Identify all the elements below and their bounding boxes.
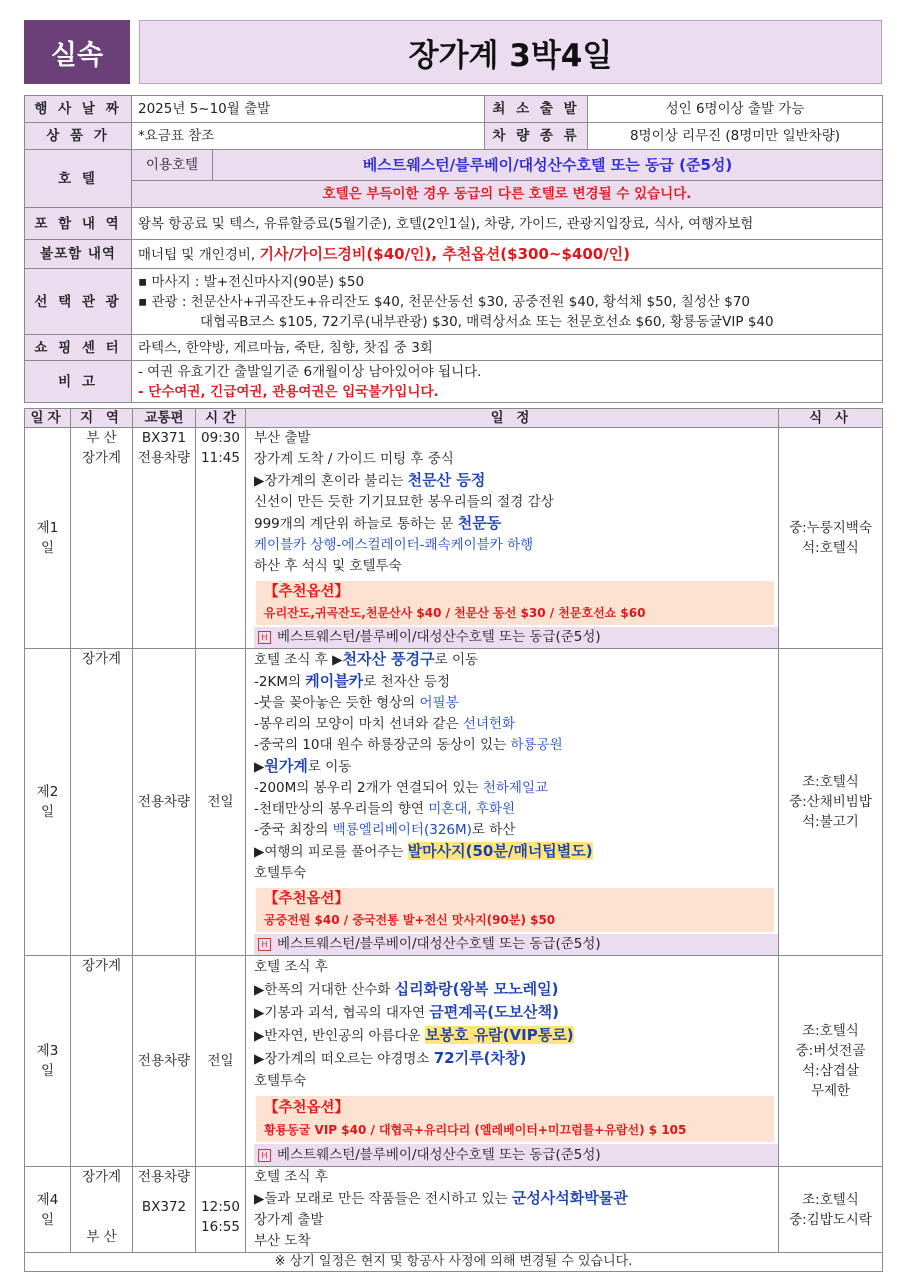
day3-line: ▶반자연, 반인공의 아름다운 [254, 1028, 425, 1044]
day1-highlight: 천문산 등정 [407, 471, 486, 489]
day2-line: 호텔 조식 후 ▶ [254, 652, 343, 668]
day3-line: ▶장가계의 떠오르는 야경명소 [254, 1051, 434, 1067]
min-value: 성인 6명이상 출발 가능 [588, 96, 883, 123]
day4-flight: BX372 [141, 1199, 187, 1215]
day3-line: ▶기봉과 괴석, 협곡의 대자연 [254, 1005, 430, 1021]
day3-line: 호텔 조식 후 [254, 959, 328, 975]
excl-value: 매너팁 및 개인경비, [138, 246, 260, 263]
day1-meal: 중:누룽지백숙 [789, 520, 872, 536]
day1-line: 케이블카 상행-에스컬레이터-쾌속케이블카 하행 [254, 537, 534, 553]
day2-meal: 중:산채비빔밥 [789, 794, 872, 810]
day4-label: 제4일 [25, 1167, 71, 1253]
day1-label: 제1일 [25, 428, 71, 649]
day4-time-2: 16:55 [201, 1219, 240, 1235]
day1-line: 장가계 도착 / 가이드 미팅 후 중식 [254, 451, 454, 467]
day3-meal: 무제한 [810, 1083, 851, 1099]
col-region: 지 역 [71, 409, 133, 428]
day2-line: 호텔투숙 [254, 865, 307, 881]
hotel-name: 베스트웨스턴/블루베이/대성산수호텔 또는 동급(준5성) [277, 936, 601, 952]
excl-highlight: 기사/가이드경비($40/인), 추천옵션($300~$400/인) [259, 244, 631, 263]
note-passport: - 여권 유효기간 출발일기준 6개월이상 남아있어야 됩니다. [138, 363, 482, 380]
day1-meal: 석:호텔식 [802, 540, 859, 556]
day2-line: -천태만상의 봉우리들의 향연 [254, 801, 429, 817]
day2-option-box [256, 888, 774, 932]
day2-line: 로 천자산 등정 [363, 674, 451, 690]
day4-line: ▶돌과 모래로 만든 작품들은 전시하고 있는 [254, 1191, 512, 1207]
day4-time-1: 12:50 [201, 1199, 240, 1215]
day2-line: -2KM의 [254, 674, 306, 690]
day4-line: 장가계 출발 [254, 1212, 324, 1228]
day2-hotel [254, 934, 778, 955]
day2-line: 로 이동 [307, 759, 352, 775]
day3-option-box [256, 1096, 774, 1142]
option-title: 【추천옵션】 [264, 584, 350, 600]
hotel-name: 베스트웨스턴/블루베이/대성산수호텔 또는 동급 (준5성) [362, 155, 733, 174]
day1-line: 하산 후 석식 및 호텔투숙 [254, 558, 402, 574]
day1-hotel [254, 627, 778, 648]
day1-time-2: 11:45 [201, 450, 240, 466]
product-badge: 실속 [24, 20, 130, 84]
day2-line: 로 이동 [434, 652, 479, 668]
day1-line: ▶장가계의 혼이라 불리는 [254, 473, 408, 489]
day2-highlight: 천자산 풍경구 [342, 650, 435, 668]
note-label: 비 고 [25, 361, 132, 403]
shop-label: 쇼 핑 센 터 [25, 335, 132, 361]
day4-meal: 중:김밥도시락 [789, 1211, 872, 1228]
vehicle-label: 차 량 종 류 [485, 123, 588, 150]
day4-highlight: 군성사석화박물관 [511, 1189, 628, 1207]
day3-meal: 석:삼겹살 [802, 1063, 859, 1079]
opt-label: 선 택 관 광 [25, 269, 132, 335]
hotel-name: 베스트웨스턴/블루베이/대성산수호텔 또는 동급(준5성) [277, 1147, 601, 1163]
hotel-label: 호 텔 [25, 150, 132, 208]
min-label: 최 소 출 발 [485, 96, 588, 123]
day2-line: ▶여행의 피로를 풀어주는 [254, 844, 408, 860]
day3-line: 호텔투숙 [254, 1073, 307, 1089]
option-body: 공중전원 $40 / 중국전통 발+전신 맛사지(90분) $50 [264, 913, 556, 927]
day2-place: 하룡공원 [510, 737, 563, 753]
day2-highlight: 원가계 [264, 757, 308, 775]
option-title: 【추천옵션】 [264, 891, 350, 907]
day2-time: 전일 [196, 649, 246, 956]
day1-region-2: 장가계 [81, 450, 122, 466]
day3-hotel [254, 1144, 778, 1166]
incl-label: 포 함 내 역 [25, 208, 132, 240]
day1-time-1: 09:30 [201, 430, 240, 446]
option-title: 【추천옵션】 [264, 1100, 350, 1116]
day2-meal: 석:불고기 [802, 814, 859, 830]
shop-value: 라텍스, 한약방, 게르마늄, 죽탄, 침향, 찻집 중 3회 [132, 335, 883, 361]
incl-value: 왕복 항공료 및 텍스, 유류할증료(5월기준), 호텔(2인1실), 차량, 가이드, 관광지입장료, 식사, 여행자보험 [132, 208, 883, 240]
day3-vehicle: 전용차량 [133, 956, 196, 1167]
hotel-name: 베스트웨스턴/블루베이/대성산수호텔 또는 동급(준5성) [277, 629, 601, 645]
period-label: 행 사 날 짜 [25, 96, 132, 123]
day1-region-1: 부 산 [86, 430, 117, 446]
day2-place: 미혼대, 후화원 [428, 801, 516, 817]
day2-line: -중국 최장의 [254, 822, 333, 838]
day4-line: 호텔 조식 후 [254, 1169, 328, 1185]
col-transport: 교통편 [133, 409, 196, 428]
day3-highlight: 72기루(차창) [433, 1049, 527, 1067]
period-value: 2025년 5~10월 출발 [132, 96, 485, 123]
hotel-sub-label: 이용호텔 [132, 150, 213, 181]
page-title: 장가계 3박4일 [139, 20, 882, 84]
day2-region: 장가계 [71, 649, 133, 956]
day1-line: 신선이 만든 듯한 기기묘묘한 봉우리들의 절경 감상 [254, 494, 554, 510]
price-value: *요금표 참조 [132, 123, 485, 150]
info-table [24, 95, 883, 403]
day4-vehicle: 전용차량 [137, 1169, 191, 1185]
day1-line: 999개의 계단위 하늘로 통하는 문 [254, 516, 458, 532]
option-body: 황룡동굴 VIP $40 / 대협곡+유리다리 (엘레베이터+미끄럼틀+유람선) $ 105 [264, 1123, 687, 1137]
opt-tour-cont: 대협곡B코스 $105, 72기루(내부관광) $30, 매력상서쇼 또는 천문호선쇼 $60, 황룡동굴VIP $40 [200, 313, 774, 330]
day2-line: 로 하산 [471, 822, 516, 838]
option-body: 유리잔도,귀곡잔도,천문산사 $40 / 천문산 동선 $30 / 천문호선쇼 $60 [264, 606, 646, 620]
hotel-note: 호텔은 부득이한 경우 동급의 다른 호텔로 변경될 수 있습니다. [322, 186, 692, 202]
day3-region: 장가계 [71, 956, 133, 1167]
day1-vehicle: 전용차량 [137, 450, 191, 466]
hotel-icon: H [258, 631, 271, 644]
col-itinerary: 일 정 [246, 409, 779, 428]
day3-meal: 조:호텔식 [802, 1023, 859, 1039]
day2-place: 백룡엘리베이터(326M) [332, 822, 472, 838]
excl-label: 불포함 내역 [25, 240, 132, 269]
day2-line: -붓을 꽂아놓은 듯한 형상의 [254, 695, 420, 711]
day3-label: 제3일 [25, 956, 71, 1167]
price-label: 상 품 가 [25, 123, 132, 150]
day4-region-2: 부 산 [86, 1229, 117, 1245]
day1-line: 부산 출발 [254, 430, 311, 446]
day3-line: ▶한폭의 거대한 산수화 [254, 982, 395, 998]
day1-option-box [256, 581, 774, 625]
col-time: 시 간 [196, 409, 246, 428]
day2-vehicle: 전용차량 [133, 649, 196, 956]
footer-note: ※ 상기 일정은 현지 및 항공사 사정에 의해 변경될 수 있습니다. [25, 1253, 883, 1272]
day2-line: -200M의 봉우리 2개가 연결되어 있는 [254, 780, 483, 796]
day1-highlight: 천문동 [457, 514, 502, 532]
day3-highlight: 십리화랑(왕복 모노레일) [394, 980, 559, 998]
day2-line: ▶ [254, 759, 265, 775]
opt-tour: ▪ 관광 : 천문산사+귀곡잔도+유리잔도 $40, 천문산동선 $30, 공중전원 $40, 황석채 $50, 칠성산 $70 [138, 293, 751, 310]
col-meal: 식 사 [779, 409, 883, 428]
vehicle-value: 8명이상 리무진 (8명미만 일반차량) [588, 123, 883, 150]
day2-line: -봉우리의 모양이 마치 선녀와 같은 [254, 716, 463, 732]
day2-place: 천하제일교 [482, 780, 549, 796]
hotel-icon: H [258, 938, 271, 951]
day4-region-1: 장가계 [81, 1169, 122, 1185]
day2-highlight: 발마사지(50분/매너팁별도) [407, 842, 593, 860]
day3-highlight: 보봉호 유람(VIP통로) [425, 1026, 574, 1044]
day2-place: 선녀헌화 [462, 716, 516, 732]
note-restriction: - 단수여권, 긴급여권, 관용여권은 입국불가입니다. [138, 383, 439, 400]
day2-place: 어필봉 [419, 695, 459, 711]
opt-massage: ▪ 마사지 : 발+전신마사지(90분) $50 [138, 273, 365, 290]
day2-label: 제2일 [25, 649, 71, 956]
day2-line: -중국의 10대 원수 하룡장군의 동상이 있는 [254, 737, 511, 753]
col-day: 일자 [25, 409, 71, 428]
day4-meal: 조:호텔식 [802, 1191, 859, 1208]
day3-highlight: 금편계곡(도보산책) [429, 1003, 559, 1021]
day1-flight: BX371 [141, 430, 187, 446]
day2-highlight: 케이블카 [305, 672, 364, 690]
day2-meal: 조:호텔식 [802, 774, 859, 790]
hotel-icon: H [258, 1149, 271, 1162]
schedule-table [24, 408, 883, 1272]
day3-time: 전일 [196, 956, 246, 1167]
day4-line: 부산 도착 [254, 1233, 311, 1249]
day3-meal: 중:버섯전골 [795, 1043, 866, 1059]
